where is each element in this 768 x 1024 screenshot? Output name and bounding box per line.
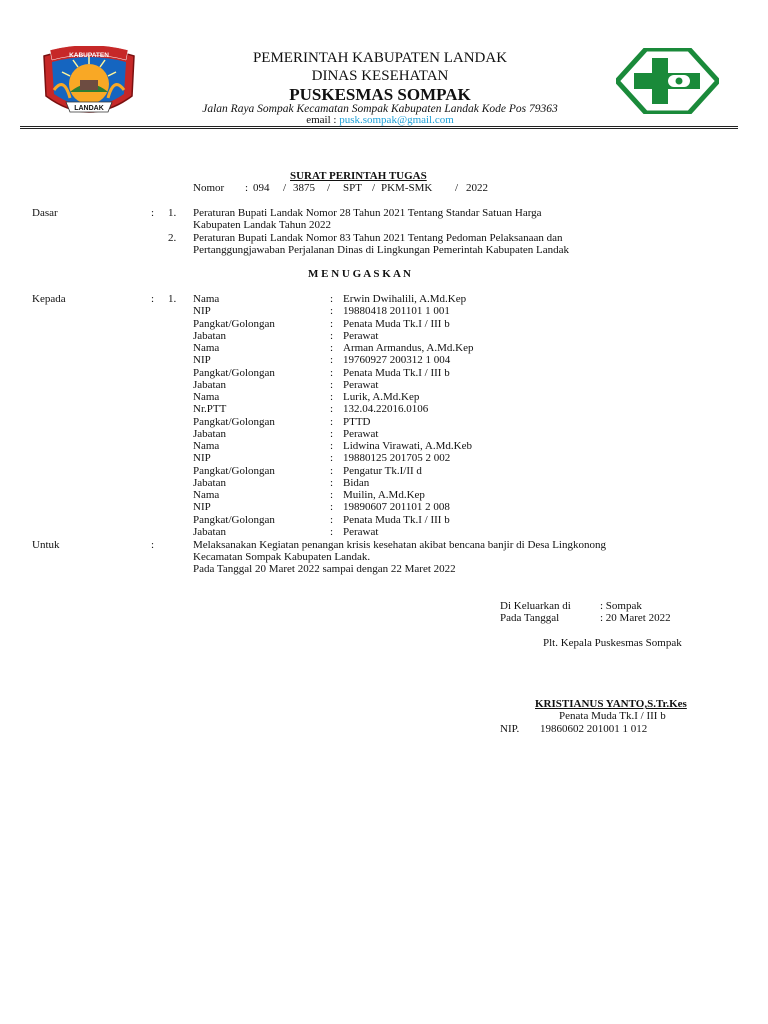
kepada-field-label: Pangkat/Golongan [193, 513, 275, 526]
kepada-field-colon: : [330, 513, 334, 526]
kepada-field-value: 19880125 201705 2 002 [343, 452, 451, 465]
nomor-colon: : [245, 182, 249, 194]
issued-place-value: : Sompak [600, 600, 642, 612]
kepada-field-colon: : [330, 354, 334, 367]
kepada-field-label: Nama [193, 489, 220, 501]
untuk-colon: : [151, 539, 155, 551]
nomor-separator: / [283, 182, 287, 194]
kepada-field-value: 19890607 201101 2 008 [343, 501, 450, 514]
kepada-field-colon: : [330, 391, 334, 403]
kepada-field-value: PTTD [343, 415, 371, 428]
kepada-field-label: NIP [193, 452, 211, 465]
kepada-label: Kepada [32, 293, 66, 305]
kepada-field-value: Penata Muda Tk.I / III b [343, 513, 450, 526]
nomor-part: PKM-SMK [381, 182, 433, 194]
kepada-field-value: Muilin, A.Md.Kep [343, 489, 425, 501]
document-title: SURAT PERINTAH TUGAS [290, 170, 427, 182]
signer-nip-value: 19860602 201001 1 012 [540, 723, 648, 735]
kepada-field-label: Nr.PTT [193, 403, 227, 416]
kepada-field-colon: : [330, 366, 334, 379]
kepada-field-label: Nama [193, 440, 220, 452]
kepada-field-value: Perawat [343, 378, 379, 391]
kepada-colon: : [151, 293, 155, 305]
kepada-field-label: Pangkat/Golongan [193, 415, 275, 428]
dasar-item-text: Peraturan Bupati Landak Nomor 83 Tahun 2021 Tentang Pedoman Pelaksanaan dan [193, 232, 563, 244]
kepada-field-colon: : [330, 452, 334, 465]
signer-name: KRISTIANUS YANTO,S.Tr.Kes [535, 698, 687, 710]
kepada-field-colon: : [330, 489, 334, 501]
kepada-field-label: Jabatan [193, 427, 226, 440]
dasar-item-text: Kabupaten Landak Tahun 2022 [193, 219, 332, 231]
kepada-field-value: Perawat [343, 329, 379, 342]
kepada-field-value: Perawat [343, 525, 379, 538]
kepada-field-value: Arman Armandus, A.Md.Kep [343, 342, 474, 354]
nomor-part: 094 [253, 182, 270, 194]
issued-date-value: : 20 Maret 2022 [600, 612, 671, 624]
kepada-field-colon: : [330, 440, 334, 452]
header-email-line [150, 114, 610, 126]
kepada-field-label: Jabatan [193, 476, 226, 489]
kepada-field-colon: : [330, 403, 334, 416]
kepada-field-value: 19880418 201101 1 001 [343, 305, 450, 318]
nomor-part: SPT [343, 182, 362, 194]
kepada-field-value: Bidan [343, 476, 370, 489]
kepada-field-value: Lurik, A.Md.Kep [343, 391, 420, 403]
header-rule-bottom [20, 128, 738, 129]
kepada-field-label: NIP [193, 501, 211, 514]
email-label: email : [306, 114, 337, 126]
kepada-field-colon: : [330, 378, 334, 391]
kepada-field-colon: : [330, 501, 334, 514]
kepada-field-label: NIP [193, 305, 211, 318]
dasar-item-text: Peraturan Bupati Landak Nomor 28 Tahun 2021 Tentang Standar Satuan Harga [193, 207, 542, 219]
kepada-field-colon: : [330, 525, 334, 538]
kepada-field-label: Pangkat/Golongan [193, 317, 275, 330]
signer-rank: Penata Muda Tk.I / III b [559, 710, 666, 722]
signer-position: Plt. Kepala Puskesmas Sompak [543, 637, 682, 649]
kepada-field-label: NIP [193, 354, 211, 367]
kepada-field-value: Penata Muda Tk.I / III b [343, 317, 450, 330]
kepada-field-colon: : [330, 305, 334, 318]
kepada-field-colon: : [330, 427, 334, 440]
nomor-part: 3875 [293, 182, 315, 194]
dasar-item-text: Pertanggungjawaban Perjalanan Dinas di Lingkungan Pemerintah Kabupaten Landak [193, 244, 570, 256]
issued-place-label: Di Keluarkan di [500, 600, 571, 612]
kepada-field-colon: : [330, 329, 334, 342]
untuk-label: Untuk [32, 539, 60, 551]
signer-nip-label: NIP. [500, 723, 520, 735]
kepada-field-label: Nama [193, 342, 220, 354]
issued-date-label: Pada Tanggal [500, 612, 560, 624]
dasar-item-number: 1. [168, 207, 177, 219]
kepada-field-colon: : [330, 476, 334, 489]
untuk-text: Kecamatan Sompak Kabupaten Landak. [193, 551, 371, 563]
kepada-field-label: Nama [193, 293, 220, 305]
untuk-text: Melaksanakan Kegiatan penangan krisis kesehatan akibat bencana banjir di Desa Lingkonong [193, 539, 606, 551]
svg-text:KABUPATEN: KABUPATEN [69, 52, 109, 59]
kepada-number: 1. [168, 293, 177, 305]
header-institution: PUSKESMAS SOMPAK [289, 85, 471, 104]
header-address: Jalan Raya Sompak Kecamatan Sompak Kabupaten Landak Kode Pos 79363 [202, 103, 558, 115]
dasar-colon: : [151, 207, 155, 219]
header-department: DINAS KESEHATAN [311, 68, 449, 84]
nomor-separator: / [327, 182, 331, 194]
header-government: PEMERINTAH KABUPATEN LANDAK [252, 50, 508, 66]
kepada-field-colon: : [330, 342, 334, 354]
kepada-field-value: Lidwina Virawati, A.Md.Keb [343, 440, 472, 452]
kepada-field-colon: : [330, 293, 334, 305]
kepada-field-colon: : [330, 317, 334, 330]
untuk-text: Pada Tanggal 20 Maret 2022 sampai dengan 22 Maret 2022 [193, 563, 456, 575]
kepada-field-label: Nama [193, 391, 220, 403]
svg-text:LANDAK: LANDAK [74, 105, 104, 112]
kepada-field-value: 132.04.22016.0106 [343, 403, 429, 416]
kepada-field-value: Pengatur Tk.I/II d [343, 464, 422, 477]
kabupaten-landak-emblem-icon [40, 46, 138, 122]
puskesmas-cross-logo-icon [616, 48, 719, 114]
header-rule-top [20, 126, 738, 127]
kepada-field-value: Erwin Dwihalili, A.Md.Kep [343, 293, 467, 305]
kepada-field-colon: : [330, 464, 334, 477]
kepada-field-label: Jabatan [193, 525, 226, 538]
menugaskan-heading: M E N U G A S K A N [308, 268, 411, 280]
nomor-part: 2022 [466, 182, 488, 194]
nomor-separator: / [455, 182, 459, 194]
dasar-item-number: 2. [168, 232, 177, 244]
kepada-field-value: Penata Muda Tk.I / III b [343, 366, 450, 379]
kepada-field-value: Perawat [343, 427, 379, 440]
kepada-field-label: Pangkat/Golongan [193, 464, 275, 477]
kepada-field-label: Pangkat/Golongan [193, 366, 275, 379]
email-link[interactable]: pusk.sompak@gmail.com [339, 114, 454, 126]
kepada-field-value: 19760927 200312 1 004 [343, 354, 451, 367]
nomor-separator: / [372, 182, 376, 194]
kepada-field-label: Jabatan [193, 378, 226, 391]
kepada-field-colon: : [330, 415, 334, 428]
dasar-label: Dasar [32, 207, 58, 219]
nomor-label: Nomor [193, 182, 225, 194]
kepada-field-label: Jabatan [193, 329, 226, 342]
